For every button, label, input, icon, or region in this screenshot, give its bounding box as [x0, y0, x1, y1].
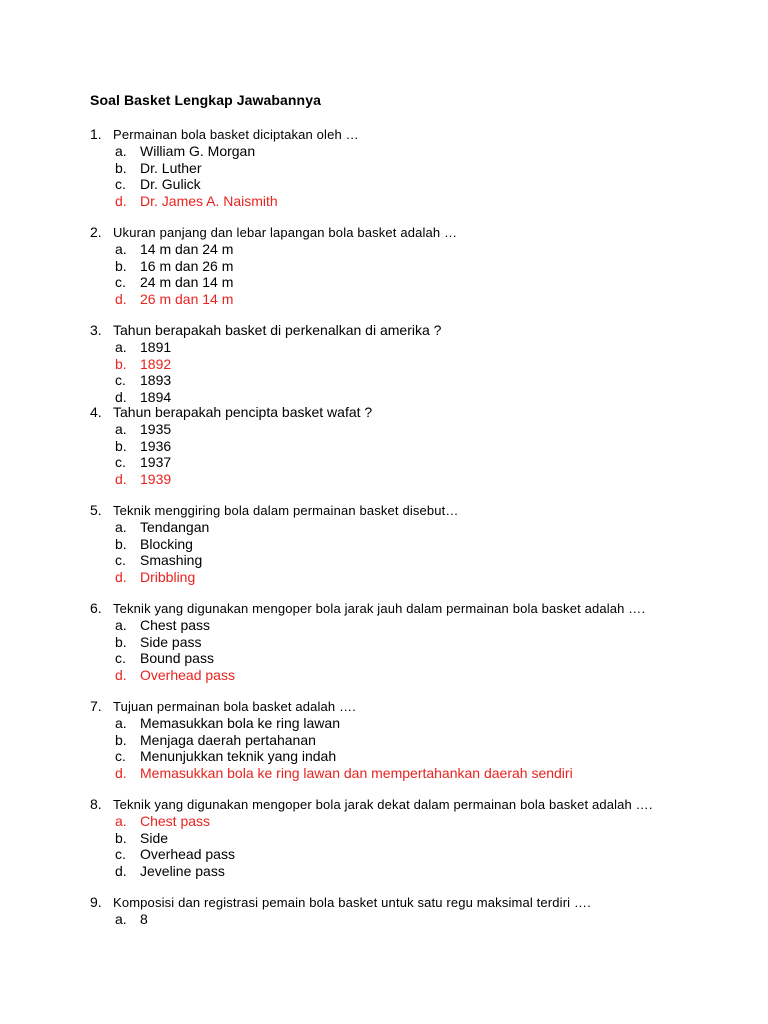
option-d-answer: d. 26 m dan 14 m — [115, 290, 234, 307]
option-b-answer: b. 1892 — [115, 355, 172, 372]
document-title: Soal Basket Lengkap Jawabannya — [90, 92, 321, 108]
option-d-answer: d. Dr. James A. Naismith — [115, 192, 278, 209]
option-c: c. Smashing — [115, 552, 203, 569]
question-7 — [90, 698, 750, 781]
question-number: 5. — [90, 502, 102, 518]
question-number: 1. — [90, 126, 102, 142]
question-number: 9. — [90, 894, 102, 910]
question-text: Teknik yang digunakan mengoper bola jarak jauh dalam permainan bola basket adalah …. — [113, 601, 646, 616]
option-b: b. Side pass — [115, 633, 202, 650]
option-d-answer: d. Memasukkan bola ke ring lawan dan mempertahankan daerah sendiri — [115, 764, 573, 781]
option-c: c. Overhead pass — [115, 846, 235, 863]
option-d-answer: d. 1939 — [115, 470, 172, 487]
question-number: 6. — [90, 600, 102, 616]
option-b: b. Dr. Luther — [115, 159, 202, 176]
question-3 — [90, 322, 750, 405]
question-8 — [90, 796, 750, 879]
question-6 — [90, 600, 750, 683]
option-d: d. 1894 — [115, 388, 172, 405]
question-number: 4. — [90, 404, 102, 420]
option-c: c. Dr. Gulick — [115, 176, 201, 193]
question-text: Tahun berapakah basket di perkenalkan di amerika ? — [113, 322, 442, 338]
question-number: 3. — [90, 322, 102, 338]
option-c: c. Menunjukkan teknik yang indah — [115, 748, 337, 765]
option-a: a. Tendangan — [115, 519, 210, 535]
question-text: Tujuan permainan bola basket adalah …. — [113, 699, 356, 714]
question-9 — [90, 894, 750, 928]
option-c: c. 1937 — [115, 454, 172, 471]
option-a: a. 1891 — [115, 339, 172, 355]
question-1 — [90, 126, 750, 209]
question-2 — [90, 224, 750, 307]
question-number: 2. — [90, 224, 102, 240]
question-4 — [90, 404, 750, 487]
option-b: b. 16 m dan 26 m — [115, 257, 234, 274]
question-number: 8. — [90, 796, 102, 812]
question-text: Tahun berapakah pencipta basket wafat ? — [113, 404, 373, 420]
option-d-answer: d. Overhead pass — [115, 666, 235, 683]
option-d: d. Jeveline pass — [115, 862, 225, 879]
option-d-answer: d. Dribbling — [115, 568, 196, 585]
question-text: Teknik yang digunakan mengoper bola jarak dekat dalam permainan bola basket adalah …. — [113, 797, 653, 812]
option-b: b. Side — [115, 829, 169, 846]
option-a: a. Memasukkan bola ke ring lawan — [115, 715, 340, 731]
option-a: a. 8 — [115, 911, 148, 927]
option-a: a. William G. Morgan — [115, 143, 256, 159]
question-text: Ukuran panjang dan lebar lapangan bola basket adalah … — [113, 225, 458, 240]
question-text: Teknik menggiring bola dalam permainan basket disebut… — [113, 503, 459, 518]
option-b: b. Blocking — [115, 535, 193, 552]
question-5 — [90, 502, 750, 585]
option-a-answer: a. Chest pass — [115, 813, 211, 829]
question-text: Permainan bola basket diciptakan oleh … — [113, 127, 359, 142]
option-a: a. 14 m dan 24 m — [115, 241, 234, 257]
question-number: 7. — [90, 698, 102, 714]
option-c: c. 24 m dan 14 m — [115, 274, 234, 291]
option-c: c. 1893 — [115, 372, 172, 389]
option-c: c. Bound pass — [115, 650, 214, 667]
question-text: Komposisi dan registrasi pemain bola basket untuk satu regu maksimal terdiri …. — [113, 895, 591, 910]
option-a: a. Chest pass — [115, 617, 211, 633]
option-b: b. 1936 — [115, 437, 172, 454]
option-b: b. Menjaga daerah pertahanan — [115, 731, 316, 748]
option-a: a. 1935 — [115, 421, 172, 437]
